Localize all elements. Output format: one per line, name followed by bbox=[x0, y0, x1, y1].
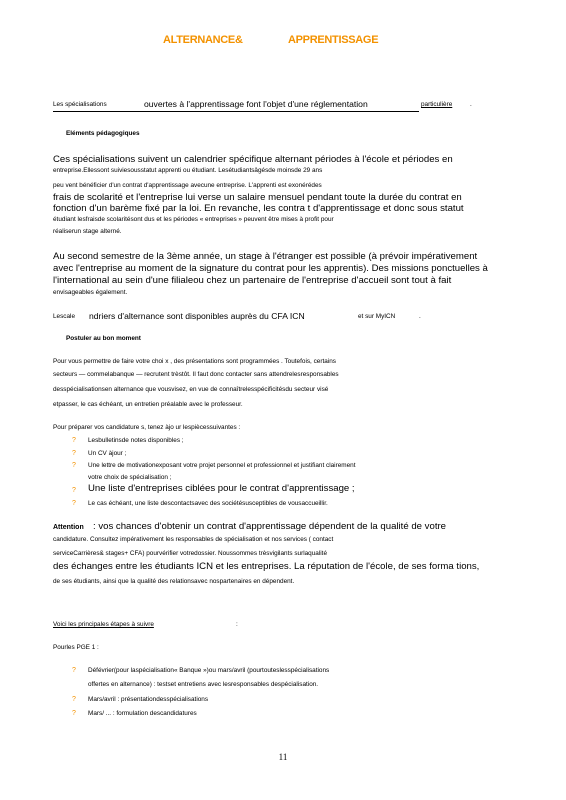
bullet-icon: ? bbox=[72, 437, 76, 444]
title-alternance: ALTERNANCE& bbox=[163, 34, 243, 46]
paragraph-6-line-2: candidature. Consultez impérativement les responsables de spécialisation et nos services ( contact bbox=[53, 536, 334, 543]
list-item: Mars/ ... : formulation descandidatures bbox=[88, 710, 197, 717]
list-item: Défévrier(pour laspécialisation« Banque »)ou mars/avril (pourtouteslesspécialisations bbox=[88, 667, 330, 674]
list-item: Une liste d'entreprises ciblées pour le contrat d'apprentissage ; bbox=[88, 483, 355, 494]
section-heading-elements: Eléments pédagogiques bbox=[66, 130, 140, 137]
attention-line bbox=[53, 522, 531, 534]
paragraph-6-line-3: serviceCarrières& stages+ CFA) pourvérifier votredossier. Noussommes trèsvigilants surlaqualité bbox=[53, 550, 328, 557]
page-number: 11 bbox=[278, 752, 288, 762]
paragraph-1-line-1: Ces spécialisations suivent un calendrier spécifique alternant périodes à l'école et périodes en bbox=[53, 154, 453, 165]
paragraph-1-line-5: fonction d'un barème fixé par la loi. En revanche, les contra t d'apprentissage et donc sous statut bbox=[53, 203, 464, 214]
attention-text: : vos chances d'obtenir un contrat d'apprentissage dépendent de la qualité de votre bbox=[93, 521, 447, 532]
paragraph-1-line-3: peu vent bénéficier d'un contrat d'apprentissage avecune entreprise. L'apprenti est exonérédes bbox=[53, 182, 322, 189]
paragraph-2-line-2: avec l'entreprise au moment de la signature du contrat pour les apprentis). Des missions ponctuelles à bbox=[53, 263, 488, 274]
paragraph-3 bbox=[53, 313, 531, 322]
paragraph-2-line-4: envisageables également. bbox=[53, 289, 128, 296]
list-item: Le cas échéant, une liste descontactsavec des sociétésusceptibles de vousaccueillir. bbox=[88, 500, 328, 507]
intro-line bbox=[53, 101, 531, 110]
paragraph-6-line-5: de ses étudiants, ainsi que la qualité des relationsavec nospartenaires en dépendent. bbox=[53, 578, 295, 585]
intro-text-a: Les spécialisations bbox=[53, 101, 107, 108]
section-heading-postuler: Postuler au bon moment bbox=[66, 335, 141, 342]
intro-text-c: particulière bbox=[421, 101, 453, 108]
paragraph-1-line-4: frais de scolarité et l'entreprise lui verse un salaire mensuel pendant toute la durée du contrat en bbox=[53, 192, 462, 203]
intro-text-b: ouvertes à l'apprentissage font l'objet d'une réglementation bbox=[144, 99, 368, 109]
bullet-icon: ? bbox=[72, 667, 76, 674]
bullet-icon: ? bbox=[72, 450, 76, 457]
bullet-icon: ? bbox=[72, 462, 76, 469]
bullet-icon: ? bbox=[72, 500, 76, 507]
list-item: Mars/avril : présentationdesspécialisations bbox=[88, 696, 209, 703]
list-item: Une lettre de motivationexposant votre projet personnel et professionnel et justifiant clairement bbox=[88, 462, 356, 469]
paragraph-2-line-3: l'international au sein d'une filialeou chez un partenaire de l'entreprise d'accueil sont tout à fait bbox=[53, 275, 452, 286]
paragraph-1-line-7: réaliserun stage alterné. bbox=[53, 228, 122, 235]
steps-heading bbox=[53, 621, 531, 630]
paragraph-4-line-2: secteurs — commelabanque — recrutent trèstôt. Il faut donc contacter sans attendrelesresponsables bbox=[53, 371, 339, 378]
bullet-icon: ? bbox=[72, 710, 76, 717]
steps-heading-colon: : bbox=[236, 621, 238, 628]
list-item-continuation: votre choix de spécialisation ; bbox=[88, 474, 172, 481]
paragraph-3-b: ndriers d'alternance sont disponibles auprès du CFA ICN bbox=[89, 311, 305, 321]
steps-heading-text: Voici les principales étapes à suivre bbox=[53, 621, 154, 628]
paragraph-4-line-4: etpasser, le cas échéant, un entretien préalable avec le professeur. bbox=[53, 401, 243, 408]
paragraph-3-c: et sur MyICN bbox=[358, 313, 396, 320]
bullet-icon: ? bbox=[72, 696, 76, 703]
paragraph-1-line-6: étudiant lesfraisde scolaritésont dus et les périodes « entreprises » peuvent être mises à profit pour bbox=[53, 216, 334, 223]
paragraph-6-line-4: des échanges entre les étudiants ICN et les entreprises. La réputation de l'école, de ses forma tions, bbox=[53, 561, 480, 572]
paragraph-3-d: . bbox=[419, 313, 421, 320]
paragraph-4-line-3: desspécialisationsen alternance que vousvisez, en vue de connaîtrelesspécificitésdu secteur visé bbox=[53, 386, 329, 393]
pge-label: Pourles PGE 1 : bbox=[53, 644, 99, 651]
paragraph-5: Pour préparer vos candidature s, tenez àjo ur lespiècessuivantes : bbox=[53, 424, 241, 431]
paragraph-4-line-1: Pour vous permettre de faire votre choi x , des présentations sont programmées . Toutefois, certains bbox=[53, 358, 336, 365]
list-item: Lesbulletinsde notes disponibles ; bbox=[88, 437, 184, 444]
list-item: Un CV àjour ; bbox=[88, 450, 127, 457]
bullet-icon: ? bbox=[72, 487, 76, 494]
intro-text-d: . bbox=[470, 101, 472, 108]
paragraph-2-line-1: Au second semestre de la 3ème année, un stage à l'étranger est possible (à prévoir impérativement bbox=[53, 251, 478, 262]
attention-label: Attention bbox=[53, 524, 84, 531]
paragraph-3-a: Lescale bbox=[53, 313, 76, 320]
paragraph-1-line-2: entreprise.Ellessont suiviesousstatut apprenti ou étudiant. Lesétudiantsâgésde moinsde 29 ans bbox=[53, 167, 323, 174]
title-apprentissage: APPRENTISSAGE bbox=[288, 34, 379, 46]
intro-underline bbox=[53, 111, 419, 112]
list-item-continuation: offertes en alternance) : testset entretiens avec lesresponsables despécialisation. bbox=[88, 681, 319, 688]
